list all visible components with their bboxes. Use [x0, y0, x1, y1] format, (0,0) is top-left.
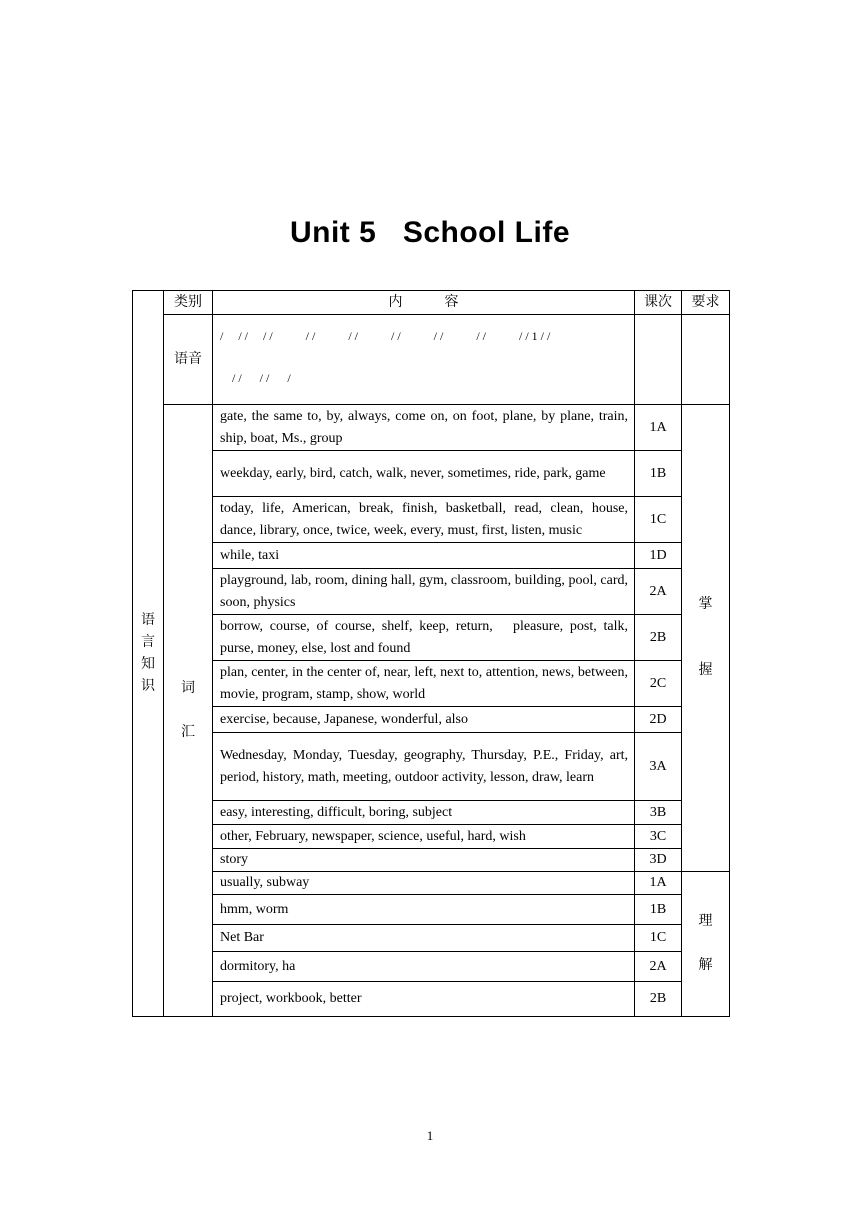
row-content: plan, center, in the center of, near, left, next to, attention, news, between, movie, program, stamp, show, world [213, 661, 635, 707]
row-content: other, February, newspaper, science, useful, hard, wish [213, 825, 635, 849]
table-row [133, 952, 730, 982]
row-lesson: 1D [635, 543, 682, 569]
row-lesson: 1C [635, 497, 682, 543]
table-row [133, 405, 730, 451]
row-lesson: 2C [635, 661, 682, 707]
header-lesson: 课次 [635, 291, 682, 315]
row-content: weekday, early, bird, catch, walk, never, sometimes, ride, park, game [213, 451, 635, 497]
phonetics-row [133, 315, 730, 405]
table-row [133, 733, 730, 801]
row-content: dormitory, ha [213, 952, 635, 982]
syllabus-table [132, 290, 730, 1017]
master-label-cell [682, 405, 730, 872]
row-content: project, workbook, better [213, 982, 635, 1017]
row-content: Net Bar [213, 925, 635, 952]
table-row [133, 615, 730, 661]
table-row [133, 895, 730, 925]
table-row [133, 849, 730, 872]
phonetics-label: 语音 [164, 315, 213, 405]
section-label-char: 语 [141, 612, 155, 628]
table-row [133, 801, 730, 825]
row-lesson: 3C [635, 825, 682, 849]
table-row [133, 707, 730, 733]
table-row [133, 825, 730, 849]
vocab-label-char: 词 [181, 680, 195, 696]
row-lesson: 3D [635, 849, 682, 872]
header-requirement: 要求 [682, 291, 730, 315]
vocab-label-cell [164, 405, 213, 1017]
page-title: Unit 5 School Life [289, 216, 570, 249]
table-row [133, 497, 730, 543]
row-content: hmm, worm [213, 895, 635, 925]
row-lesson: 1A [635, 872, 682, 895]
row-content: while, taxi [213, 543, 635, 569]
table-row [133, 982, 730, 1017]
section-label-cell [133, 291, 164, 1017]
section-label-char: 知 [141, 656, 155, 672]
understand-label-char: 解 [698, 958, 713, 973]
row-content: gate, the same to, by, always, come on, on foot, plane, by plane, train, ship, boat, Ms., group [213, 405, 635, 451]
phonetics-requirement [682, 315, 730, 405]
row-content: story [213, 849, 635, 872]
row-content: exercise, because, Japanese, wonderful, also [213, 707, 635, 733]
vocab-label-char: 汇 [181, 724, 195, 740]
row-lesson: 1A [635, 405, 682, 451]
header-content: 内 容 [213, 291, 635, 315]
row-lesson: 2B [635, 615, 682, 661]
row-lesson: 3B [635, 801, 682, 825]
master-label-char: 握 [698, 663, 713, 678]
row-content: today, life, American, break, finish, basketball, read, clean, house, dance, library, once, twice, week, every, must, first, listen, music [213, 497, 635, 543]
header-row [133, 291, 730, 315]
row-content: easy, interesting, difficult, boring, subject [213, 801, 635, 825]
header-category: 类别 [164, 291, 213, 315]
row-content: Wednesday, Monday, Tuesday, geography, Thursday, P.E., Friday, art, period, history, math, meeting, outdoor activity, lesson, draw, learn [213, 733, 635, 801]
row-lesson: 1B [635, 895, 682, 925]
row-lesson: 2D [635, 707, 682, 733]
section-label-char: 言 [141, 634, 155, 650]
row-lesson: 1C [635, 925, 682, 952]
section-label-char: 识 [141, 678, 155, 694]
table-row [133, 543, 730, 569]
master-label-char: 掌 [698, 597, 713, 612]
row-lesson: 2A [635, 952, 682, 982]
row-lesson: 1B [635, 451, 682, 497]
row-lesson: 3A [635, 733, 682, 801]
table-row [133, 451, 730, 497]
table-row [133, 661, 730, 707]
understand-label-char: 理 [698, 914, 713, 929]
row-content: usually, subway [213, 872, 635, 895]
table-row [133, 925, 730, 952]
phonetics-content [213, 315, 635, 405]
phonetics-line: / / / / / [220, 371, 291, 385]
row-content: borrow, course, of course, shelf, keep, return, pleasure, post, talk, purse, money, else, lost and found [213, 615, 635, 661]
table-row [133, 872, 730, 895]
table-row [133, 569, 730, 615]
row-content: playground, lab, room, dining hall, gym, classroom, building, pool, card, soon, physics [213, 569, 635, 615]
page-number: 1 [426, 1128, 434, 1143]
understand-label-cell [682, 872, 730, 1017]
phonetics-lesson [635, 315, 682, 405]
row-lesson: 2A [635, 569, 682, 615]
row-lesson: 2B [635, 982, 682, 1017]
phonetics-line: / / / / / / / / / / / / / / / / / 1 / / [220, 329, 551, 343]
